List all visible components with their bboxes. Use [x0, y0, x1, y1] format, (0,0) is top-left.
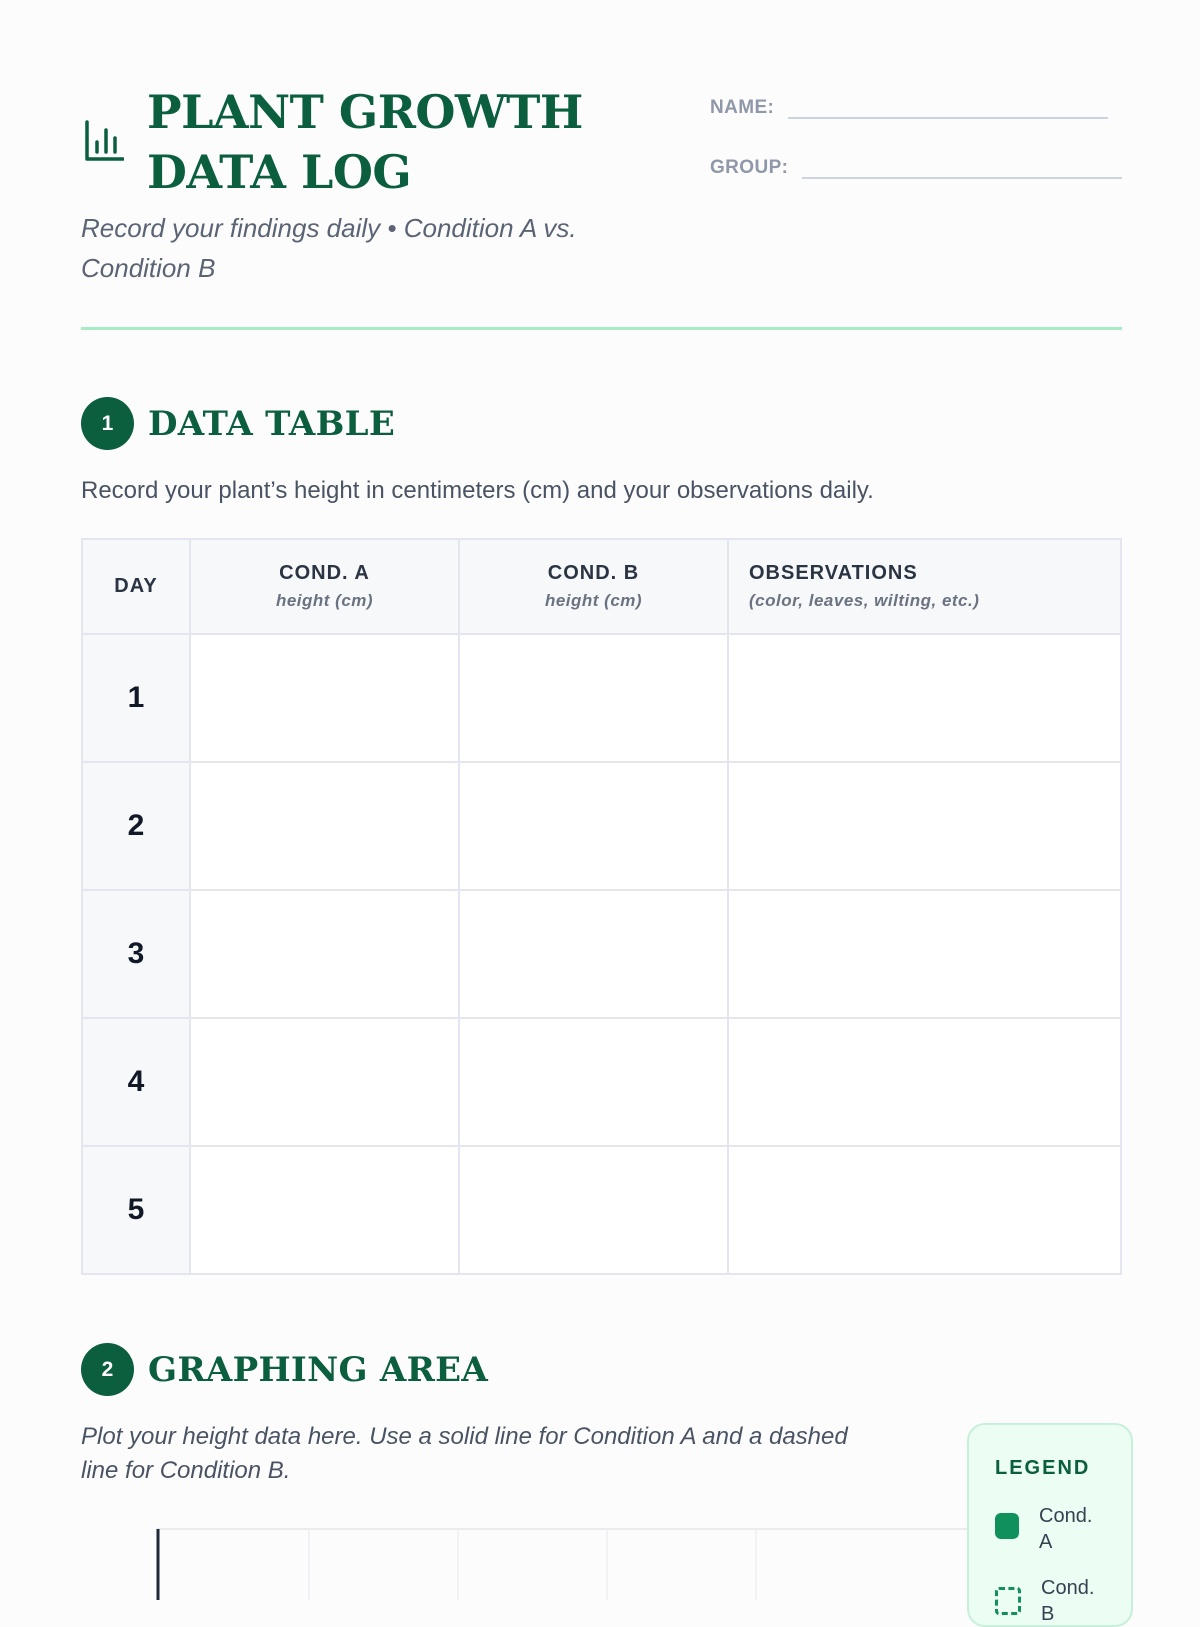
column-label: COND. A [279, 562, 370, 584]
observations-cell[interactable] [728, 1018, 1121, 1146]
table-header-row [82, 539, 1121, 634]
table-row [82, 890, 1121, 1018]
data-table-title: DATA TABLE [148, 403, 396, 444]
table-row [82, 1018, 1121, 1146]
column-header-cond-a [190, 539, 459, 634]
dashed-swatch-icon [995, 1587, 1021, 1615]
table-row [82, 1146, 1121, 1274]
data-table-instructions: Record your plant’s height in centimeters (cm) and your observations daily. [81, 477, 874, 504]
legend-label: Cond. A [1039, 1505, 1093, 1553]
column-header-cond-b [459, 539, 728, 634]
group-label: GROUP: [710, 157, 789, 178]
group-input-line[interactable] [802, 155, 1122, 179]
solid-swatch-icon [995, 1513, 1019, 1539]
cond-b-cell[interactable] [459, 1146, 728, 1274]
name-label: NAME: [710, 97, 775, 118]
legend-item-cond-a [995, 1503, 1109, 1555]
graph-grid[interactable] [156, 1525, 992, 1600]
column-label: OBSERVATIONS [749, 562, 918, 584]
cond-a-cell[interactable] [190, 634, 459, 762]
worksheet-page [81, 0, 1122, 1625]
column-sublabel: height (cm) [275, 591, 374, 610]
cond-a-cell[interactable] [190, 1146, 459, 1274]
column-sublabel: height (cm) [544, 591, 643, 610]
legend-item-cond-b [995, 1575, 1111, 1627]
cond-b-cell[interactable] [459, 634, 728, 762]
table-row [82, 634, 1121, 762]
cond-a-cell[interactable] [190, 1018, 459, 1146]
observations-cell[interactable] [728, 890, 1121, 1018]
step-badge-1: 1 [81, 397, 134, 450]
legend-label: Cond. B [1041, 1577, 1095, 1625]
group-field[interactable] [710, 155, 1122, 179]
observations-cell[interactable] [728, 762, 1121, 890]
cond-a-cell[interactable] [190, 890, 459, 1018]
header-divider [81, 327, 1122, 330]
day-cell: 3 [82, 890, 190, 1018]
data-table [81, 538, 1122, 1275]
name-field[interactable] [710, 95, 1108, 119]
day-cell: 4 [82, 1018, 190, 1146]
legend-box [967, 1423, 1133, 1627]
day-cell: 5 [82, 1146, 190, 1274]
column-sublabel: (color, leaves, wilting, etc.) [749, 591, 980, 610]
observations-cell[interactable] [728, 1146, 1121, 1274]
legend-title: LEGEND [995, 1457, 1091, 1479]
page-subtitle: Record your findings daily • Condition A vs. Condition B [81, 213, 577, 283]
day-cell: 2 [82, 762, 190, 890]
cond-b-cell[interactable] [459, 762, 728, 890]
column-label: COND. B [547, 562, 640, 584]
day-cell: 1 [82, 634, 190, 762]
name-input-line[interactable] [788, 95, 1108, 119]
graphing-title: GRAPHING AREA [148, 1349, 489, 1390]
graphing-instructions: Plot your height data here. Use a solid line for Condition A and a dashed line for Condition B. [81, 1423, 848, 1484]
graphing-section-header [81, 1343, 488, 1396]
bar-chart-icon [84, 120, 124, 162]
observations-cell[interactable] [728, 634, 1121, 762]
cond-b-cell[interactable] [459, 890, 728, 1018]
page-title: PLANT GROWTH DATA LOG [147, 85, 583, 199]
column-label: DAY [114, 575, 158, 597]
cond-a-cell[interactable] [190, 762, 459, 890]
column-header-day [82, 539, 190, 634]
step-badge-2: 2 [81, 1343, 134, 1396]
column-header-observations [728, 539, 1121, 634]
data-table-section-header [81, 397, 395, 450]
table-row [82, 762, 1121, 890]
cond-b-cell[interactable] [459, 1018, 728, 1146]
